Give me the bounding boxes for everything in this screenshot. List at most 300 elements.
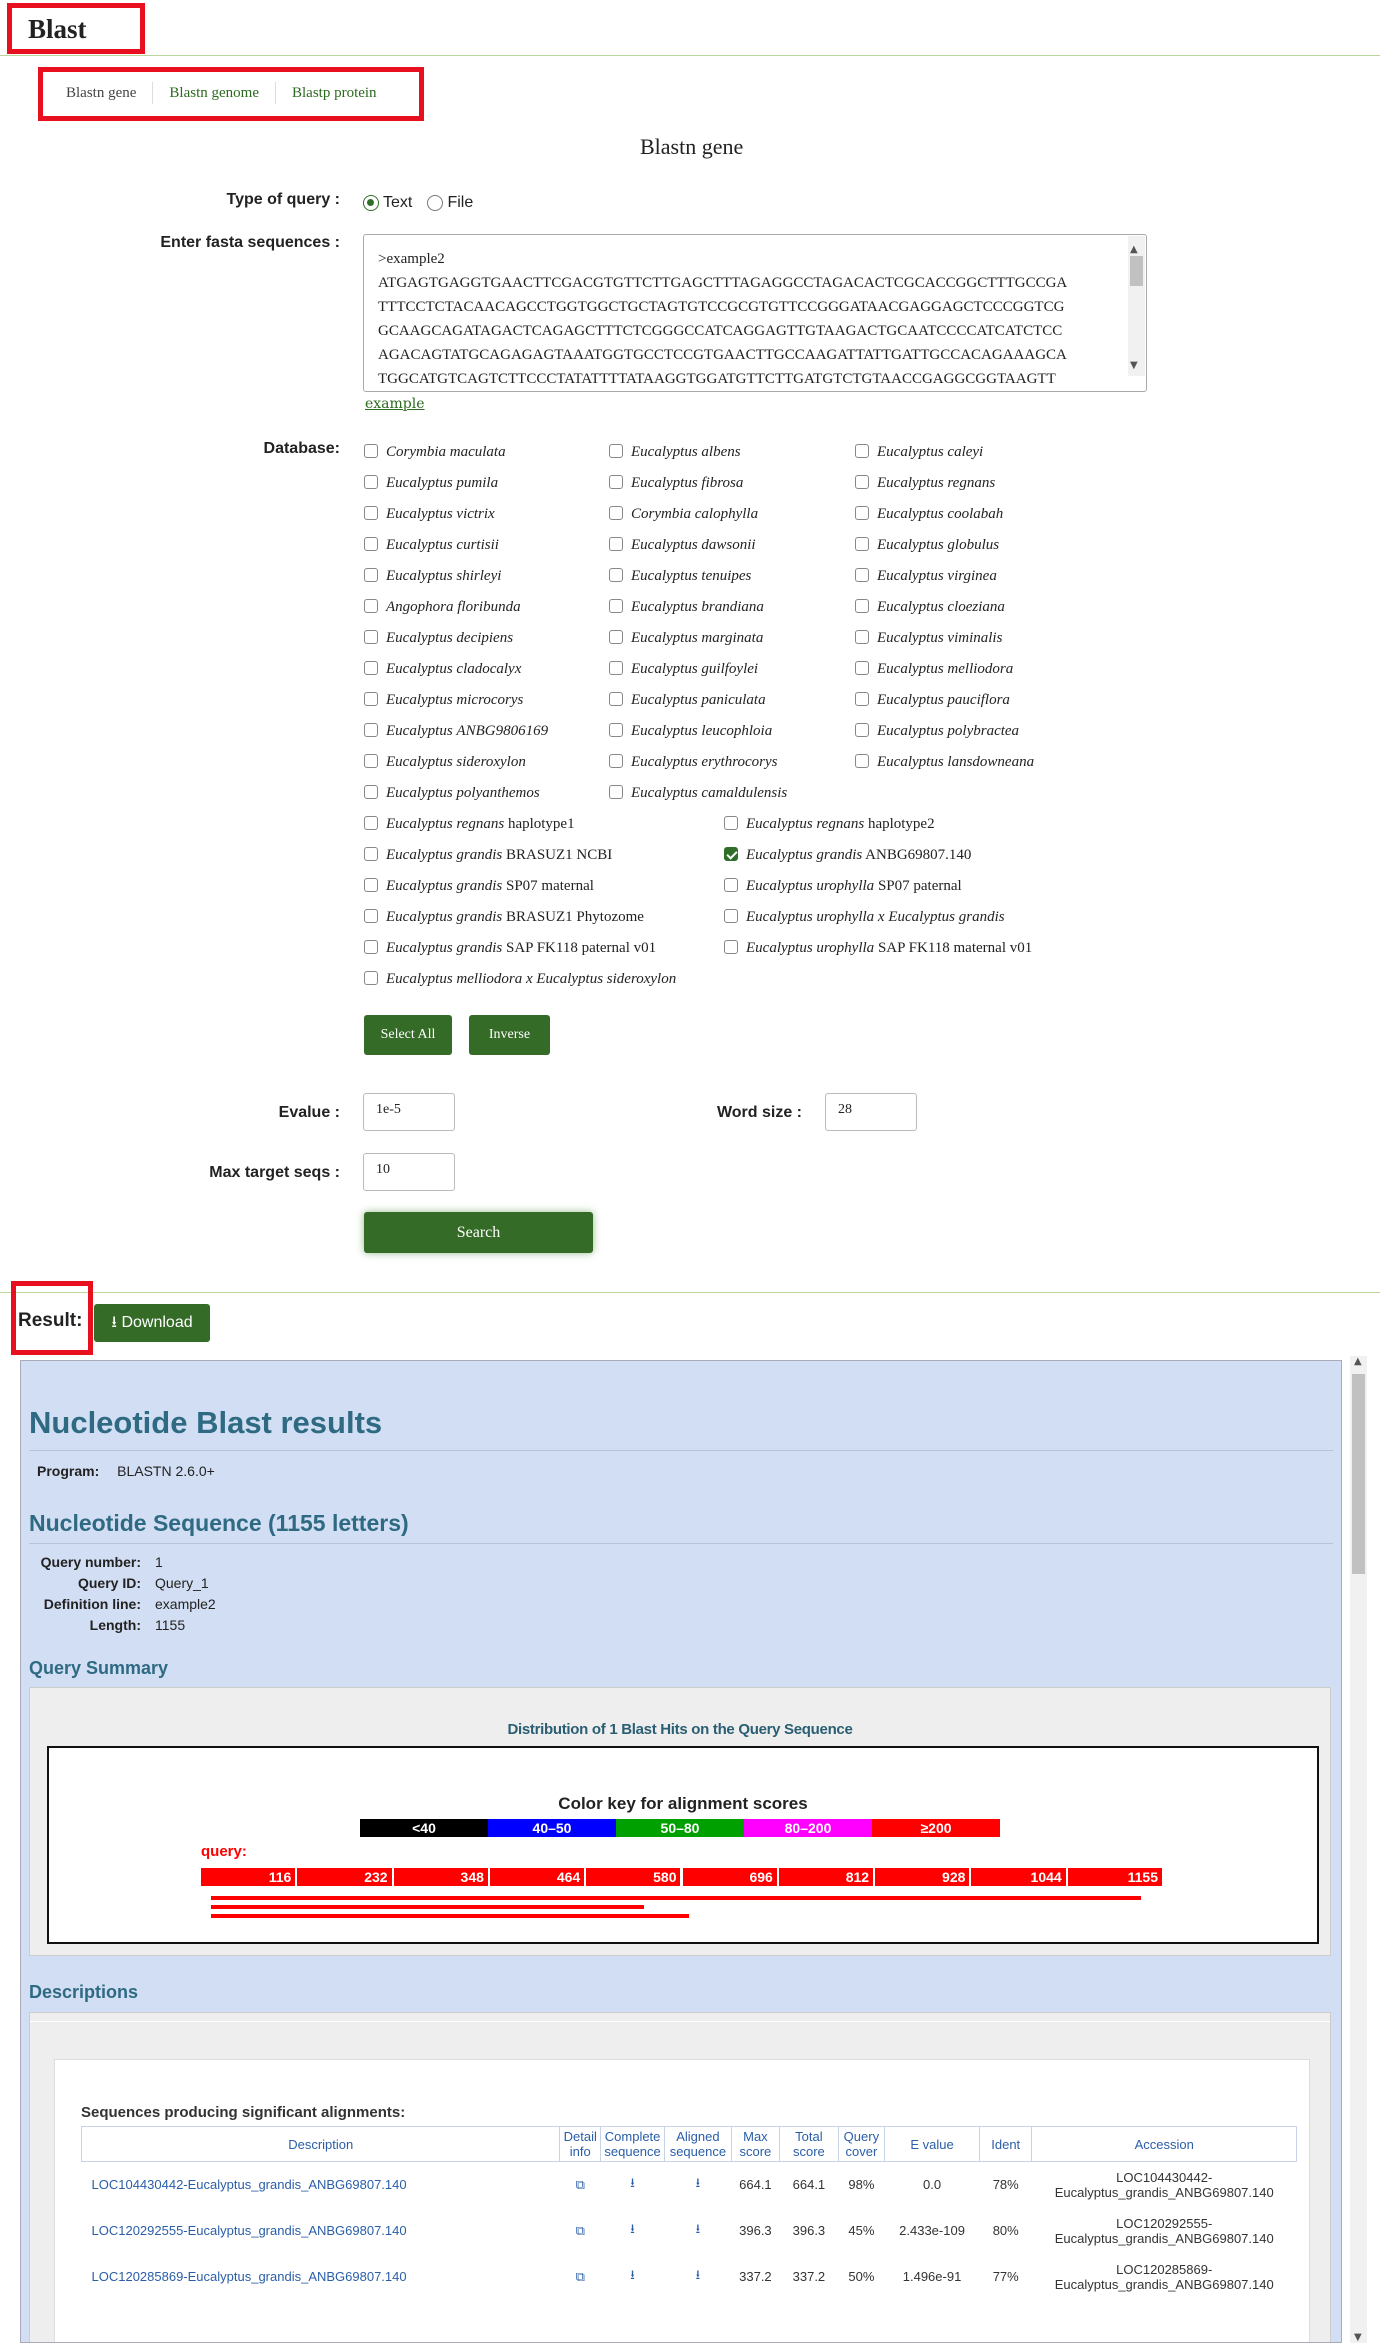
database-option[interactable]: [855, 630, 1002, 647]
database-option[interactable]: [855, 754, 1034, 771]
database-checkbox[interactable]: [364, 754, 378, 768]
database-checkbox[interactable]: [364, 506, 378, 520]
database-species: dawsonii: [701, 537, 756, 553]
scroll-down-icon[interactable]: ▼: [1354, 2332, 1362, 2343]
database-species: brandiana: [701, 599, 764, 615]
database-option[interactable]: [364, 847, 612, 864]
database-name: Eucalyptus: [877, 723, 944, 739]
query-info-value: 1155: [155, 1617, 186, 1633]
table-row: [82, 2254, 1297, 2300]
fasta-textarea[interactable]: [363, 234, 1147, 392]
query-type-radios: [363, 192, 473, 212]
radio-text-button[interactable]: [363, 195, 379, 211]
database-name: Eucalyptus: [877, 537, 944, 553]
download-icon[interactable]: ⭳: [630, 2221, 635, 2237]
query-label: query:: [201, 1843, 247, 1860]
query-info-value: Query_1: [155, 1575, 209, 1591]
database-name: Eucalyptus grandis: [386, 909, 503, 925]
database-species: caleyi: [947, 444, 984, 460]
total-score: 337.2: [792, 2269, 826, 2284]
database-checkbox[interactable]: [364, 661, 378, 675]
scroll-up-icon[interactable]: ▲: [1130, 244, 1138, 255]
query-cover: 45%: [848, 2223, 875, 2238]
total-score: 396.3: [792, 2223, 826, 2238]
hit-description-link[interactable]: LOC120292555-Eucalyptus_grandis_ANBG69807.140: [91, 2223, 407, 2238]
database-name: Corymbia: [631, 506, 691, 522]
database-checkbox[interactable]: [364, 816, 378, 830]
database-checkbox[interactable]: [364, 599, 378, 613]
download-icon[interactable]: ⭳: [695, 2175, 701, 2191]
database-checkbox[interactable]: [855, 661, 869, 675]
database-option[interactable]: [364, 754, 526, 771]
table-header: Accession: [1032, 2127, 1297, 2162]
database-checkbox[interactable]: [609, 444, 623, 458]
database-name: Eucalyptus: [877, 661, 944, 677]
database-species: ANBG9806169: [456, 723, 549, 739]
database-checkbox[interactable]: [364, 971, 378, 985]
table-header: Query cover: [838, 2127, 884, 2162]
database-species: microcorys: [456, 692, 524, 708]
database-name: Angophora: [386, 599, 454, 615]
database-option[interactable]: [855, 444, 983, 461]
query-info-key: Definition line:: [43, 1596, 141, 1612]
database-checkbox[interactable]: [724, 816, 738, 830]
accession-id: LOC120285869-: [1116, 2261, 1213, 2277]
database-name: Eucalyptus: [631, 785, 698, 801]
accession: [1032, 2254, 1297, 2300]
scroll-down-icon[interactable]: ▼: [1130, 360, 1138, 371]
database-option[interactable]: [609, 475, 743, 492]
database-checkbox[interactable]: [364, 537, 378, 551]
fasta-line: >example2: [378, 251, 445, 267]
database-option[interactable]: [364, 444, 506, 461]
accession-db: Eucalyptus_grandis_ANBG69807.140: [1054, 2276, 1274, 2292]
fasta-label: Enter fasta sequences :: [160, 234, 340, 251]
table-header: E value: [885, 2127, 980, 2162]
database-name: Eucalyptus: [631, 692, 698, 708]
divider: [0, 55, 1380, 56]
database-species: camaldulensis: [701, 785, 788, 801]
database-option[interactable]: [364, 878, 594, 895]
accession-db: Eucalyptus_grandis_ANBG69807.140: [1054, 2230, 1274, 2246]
database-species: maculata: [449, 444, 506, 460]
database-option[interactable]: [724, 940, 1032, 957]
database-option[interactable]: [364, 599, 521, 616]
database-checkbox[interactable]: [855, 444, 869, 458]
database-checkbox[interactable]: [855, 475, 869, 489]
textarea-scrollbar[interactable]: [1128, 236, 1145, 376]
ruler-tick: 812: [779, 1868, 873, 1886]
max-score: 396.3: [739, 2223, 772, 2238]
database-checkbox[interactable]: [364, 940, 378, 954]
database-option[interactable]: [364, 940, 656, 957]
database-option[interactable]: [855, 537, 999, 554]
database-name: Eucalyptus: [631, 754, 698, 770]
color-key-segment: 50–80: [616, 1819, 744, 1837]
database-option[interactable]: [609, 630, 763, 647]
query-info-row: [21, 1596, 216, 1612]
database-name: Eucalyptus: [386, 630, 453, 646]
database-checkbox[interactable]: [724, 940, 738, 954]
database-checkbox[interactable]: [855, 630, 869, 644]
ident: 77%: [992, 2269, 1019, 2284]
database-option[interactable]: [609, 661, 758, 678]
color-key-segment: <40: [360, 1819, 488, 1837]
database-checkbox[interactable]: [609, 692, 623, 706]
result-label: Result:: [18, 1310, 83, 1331]
table-header: Max score: [731, 2127, 779, 2162]
database-species: fibrosa: [701, 475, 744, 491]
database-option[interactable]: [364, 537, 499, 554]
max-target-label: Max target seqs :: [209, 1164, 340, 1181]
database-species: decipiens: [456, 630, 514, 646]
descriptions-heading: Descriptions: [29, 1982, 139, 2002]
database-suffix: BRASUZ1 Phytozome: [502, 909, 644, 925]
database-option[interactable]: [364, 723, 548, 740]
database-option[interactable]: [855, 506, 1003, 523]
database-checkbox[interactable]: [364, 444, 378, 458]
database-species: floribunda: [457, 599, 521, 615]
database-checkbox[interactable]: [364, 909, 378, 923]
database-name: Eucalyptus: [631, 630, 698, 646]
database-suffix: ANBG69807.140: [862, 847, 972, 863]
database-option[interactable]: [364, 692, 523, 709]
database-species: cladocalyx: [456, 661, 522, 677]
database-name: Eucalyptus: [877, 475, 944, 491]
table-title: Sequences producing significant alignments:: [81, 2104, 406, 2121]
word-size-input[interactable]: 28: [825, 1093, 917, 1131]
external-link-icon[interactable]: ⧉: [575, 2223, 585, 2239]
max-score: 337.2: [739, 2269, 772, 2284]
accession: [1032, 2162, 1297, 2208]
database-checkbox[interactable]: [609, 568, 623, 582]
database-checkbox[interactable]: [855, 723, 869, 737]
distribution-title: Distribution of 1 Blast Hits on the Query Sequence: [507, 1721, 853, 1738]
database-name: Eucalyptus: [386, 785, 453, 801]
database-species: tenuipes: [701, 568, 752, 584]
database-species: pauciflora: [947, 692, 1010, 708]
database-option[interactable]: [724, 816, 935, 833]
database-species: guilfoylei: [701, 661, 759, 677]
download-icon[interactable]: ⭳: [695, 2267, 701, 2283]
database-checkbox[interactable]: [364, 723, 378, 737]
database-checkbox[interactable]: [364, 568, 378, 582]
radio-text-label: Text: [383, 193, 413, 211]
table-header: Ident: [979, 2127, 1031, 2162]
database-name: Eucalyptus: [631, 661, 698, 677]
database-species: sideroxylon: [456, 754, 526, 770]
database-name: Eucalyptus: [386, 754, 453, 770]
tab-blastn-gene[interactable]: Blastn gene: [50, 82, 153, 104]
table-header: Detail info: [560, 2127, 601, 2162]
color-key-title: Color key for alignment scores: [558, 1794, 808, 1813]
database-checkbox[interactable]: [364, 630, 378, 644]
ruler-tick: 696: [683, 1868, 777, 1886]
database-species: erythrocorys: [701, 754, 778, 770]
evalue-input[interactable]: 1e-5: [363, 1093, 455, 1131]
database-option[interactable]: [364, 971, 676, 988]
database-option[interactable]: [609, 785, 787, 802]
database-species: marginata: [701, 630, 764, 646]
hit-description-link[interactable]: LOC120285869-Eucalyptus_grandis_ANBG69807.140: [91, 2269, 407, 2284]
database-name: Eucalyptus: [386, 537, 453, 553]
database-name: Eucalyptus melliodora x Eucalyptus sideroxylon: [386, 971, 677, 987]
database-species: viminalis: [947, 630, 1003, 646]
database-name: Eucalyptus: [877, 444, 944, 460]
database-option[interactable]: [364, 785, 540, 802]
query-summary-box: [29, 1687, 1331, 1956]
database-species: leucophloia: [701, 723, 773, 739]
alignments-table: [81, 2126, 1297, 2300]
database-option[interactable]: [364, 506, 495, 523]
database-option[interactable]: [364, 568, 501, 585]
database-option[interactable]: [724, 847, 971, 864]
radio-text[interactable]: [363, 192, 412, 211]
database-species: paniculata: [701, 692, 766, 708]
database-name: Eucalyptus: [877, 692, 944, 708]
table-body: [82, 2162, 1297, 2300]
query-info-row: [21, 1617, 185, 1633]
database-checkbox[interactable]: [609, 785, 623, 799]
scrollbar-thumb[interactable]: [1352, 1374, 1365, 1574]
query-info-key: Query number:: [40, 1554, 141, 1570]
database-suffix: haplotype1: [504, 816, 575, 832]
query-info-key: Query ID:: [77, 1575, 141, 1591]
tab-blastp-protein[interactable]: Blastp protein: [291, 85, 377, 101]
divider: [29, 1543, 1333, 1544]
database-option[interactable]: [855, 723, 1019, 740]
database-checkbox[interactable]: [609, 599, 623, 613]
ruler-tick: 464: [490, 1868, 584, 1886]
database-species: virginea: [947, 568, 997, 584]
fasta-line: GCAAGCAGATAGACTCAGAGCTTTCTCGGGCCATCAGGAGTTGTAAGACTGCAATCCCCATCATCTCC: [378, 323, 1063, 339]
color-key-segment: 40–50: [488, 1819, 616, 1837]
tab-bar: [50, 82, 393, 106]
database-name: Eucalyptus grandis: [746, 847, 863, 863]
download-icon[interactable]: ⭳: [630, 2267, 635, 2283]
database-name: Eucalyptus: [386, 475, 453, 491]
database-checkbox[interactable]: [364, 475, 378, 489]
database-option[interactable]: [364, 661, 521, 678]
search-button[interactable]: Search: [364, 1212, 593, 1253]
database-name: Eucalyptus: [386, 723, 453, 739]
database-name: Eucalyptus regnans: [746, 816, 865, 832]
database-checkbox[interactable]: [609, 475, 623, 489]
blast-results-panel[interactable]: [20, 1360, 1342, 2343]
database-option[interactable]: [364, 630, 513, 647]
database-checkbox[interactable]: [855, 754, 869, 768]
database-checkbox[interactable]: [724, 847, 738, 861]
database-species: shirleyi: [456, 568, 502, 584]
download-icon: ⭳: [111, 1314, 117, 1331]
database-species: lansdowneana: [947, 754, 1035, 770]
database-name: Eucalyptus grandis: [386, 847, 503, 863]
query-info-value: 1: [155, 1554, 163, 1570]
database-checkbox[interactable]: [609, 661, 623, 675]
word-size-label: Word size :: [716, 1104, 802, 1121]
database-option[interactable]: [364, 816, 575, 833]
database-species: victrix: [456, 506, 495, 522]
hit-bar[interactable]: [211, 1896, 1141, 1900]
database-checkbox[interactable]: [609, 754, 623, 768]
hit-description-link[interactable]: LOC104430442-Eucalyptus_grandis_ANBG69807.140: [91, 2177, 407, 2193]
hit-bar[interactable]: [211, 1914, 689, 1918]
database-checkbox[interactable]: [855, 506, 869, 520]
database-checkbox[interactable]: [855, 537, 869, 551]
accession: [1032, 2208, 1297, 2254]
program-row: [37, 1463, 215, 1479]
database-name: Eucalyptus: [631, 475, 698, 491]
max-score: 664.1: [739, 2177, 772, 2193]
accession-id: LOC104430442-: [1116, 2169, 1213, 2185]
download-button[interactable]: [94, 1304, 210, 1342]
download-label: Download: [121, 1314, 193, 1331]
database-name: Eucalyptus urophylla x Eucalyptus grandis: [746, 909, 1005, 925]
descriptions-box: [29, 2012, 1331, 2343]
descriptions-inner: [54, 2059, 1310, 2343]
database-species: polybractea: [947, 723, 1020, 739]
e-value: 0.0: [922, 2177, 942, 2193]
query-info-value: example2: [155, 1596, 216, 1612]
database-option[interactable]: [609, 568, 751, 585]
database-option[interactable]: [855, 692, 1010, 709]
database-option[interactable]: [855, 568, 997, 585]
database-name: Eucalyptus: [631, 599, 698, 615]
max-target-input[interactable]: 10: [363, 1153, 455, 1191]
database-name: Eucalyptus regnans: [386, 816, 505, 832]
total-score: 664.1: [792, 2177, 826, 2193]
ident: 80%: [992, 2223, 1019, 2238]
database-checkbox[interactable]: [724, 878, 738, 892]
example-link[interactable]: example: [365, 396, 425, 412]
database-species: albens: [701, 444, 741, 460]
e-value: 2.433e-109: [899, 2223, 965, 2238]
results-scrollbar[interactable]: [1350, 1356, 1367, 2343]
database-option[interactable]: [609, 537, 756, 554]
hit-graphic: [47, 1746, 1319, 1944]
tab-blastn-genome[interactable]: Blastn genome: [153, 82, 276, 104]
inverse-button[interactable]: Inverse: [469, 1015, 550, 1055]
download-icon[interactable]: ⭳: [630, 2175, 635, 2191]
program-value: BLASTN 2.6.0+: [117, 1463, 215, 1479]
download-icon[interactable]: ⭳: [695, 2221, 701, 2237]
database-suffix: SAP FK118 paternal v01: [502, 940, 657, 956]
database-name: Eucalyptus: [386, 661, 453, 677]
database-checkbox[interactable]: [609, 506, 623, 520]
database-suffix: BRASUZ1 NCBI: [502, 847, 613, 863]
ruler-tick: 1044: [971, 1868, 1065, 1886]
database-checkbox[interactable]: [855, 692, 869, 706]
ident: 78%: [992, 2177, 1019, 2193]
database-option[interactable]: [855, 475, 995, 492]
database-species: melliodora: [947, 661, 1014, 677]
database-option[interactable]: [609, 754, 778, 771]
database-species: globulus: [947, 537, 1000, 553]
query-cover: 50%: [848, 2269, 875, 2284]
accession-db: Eucalyptus_grandis_ANBG69807.140: [1054, 2184, 1274, 2200]
database-species: calophylla: [694, 506, 759, 522]
database-checkbox[interactable]: [364, 692, 378, 706]
database-name: Eucalyptus: [877, 754, 944, 770]
database-option[interactable]: [609, 723, 772, 740]
database-checkbox[interactable]: [609, 630, 623, 644]
database-checkbox[interactable]: [364, 847, 378, 861]
database-suffix: SAP FK118 maternal v01: [874, 940, 1033, 956]
database-name: Eucalyptus urophylla: [746, 940, 875, 956]
evalue-label: Evalue :: [278, 1104, 340, 1121]
scrollbar-thumb[interactable]: [1130, 256, 1143, 286]
database-option[interactable]: [609, 599, 764, 616]
database-option[interactable]: [609, 506, 758, 523]
database-option[interactable]: [364, 909, 644, 926]
query-summary-heading: Query Summary: [29, 1658, 169, 1678]
radio-file[interactable]: [427, 192, 473, 211]
database-species: regnans: [947, 475, 996, 491]
database-suffix: SP07 maternal: [502, 878, 594, 894]
database-checkbox[interactable]: [609, 537, 623, 551]
scroll-up-icon[interactable]: ▲: [1354, 1356, 1362, 1367]
database-name: Eucalyptus urophylla: [746, 878, 875, 894]
table-header-row: [82, 2127, 1297, 2162]
database-suffix: haplotype2: [864, 816, 935, 832]
ruler-tick: 232: [297, 1868, 391, 1886]
e-value: 1.496e-91: [902, 2269, 962, 2284]
fasta-line: ATGAGTGAGGTGAACTTCGACGTGTTCTTGAGCTTTAGAGGCCTAGACACTCGCACCGGCTTTGCCGA: [378, 275, 1068, 291]
database-checkbox[interactable]: [724, 909, 738, 923]
radio-file-button[interactable]: [427, 195, 443, 211]
divider: [29, 1450, 1333, 1451]
external-link-icon[interactable]: ⧉: [575, 2269, 585, 2285]
ruler-tick: 116: [201, 1868, 295, 1886]
page-title: Blast: [28, 14, 87, 44]
table-row: [82, 2162, 1297, 2208]
database-option[interactable]: [724, 909, 1005, 926]
select-all-button[interactable]: Select All: [364, 1015, 452, 1055]
database-species: cloeziana: [947, 599, 1005, 615]
database-name: Eucalyptus: [877, 630, 944, 646]
table-header: Aligned sequence: [665, 2127, 732, 2162]
database-checkbox[interactable]: [855, 568, 869, 582]
database-option[interactable]: [609, 692, 766, 709]
database-species: coolabah: [947, 506, 1004, 522]
external-link-icon[interactable]: ⧉: [575, 2177, 585, 2193]
database-checkbox[interactable]: [609, 723, 623, 737]
fasta-line: AGACAGTATGCAGAGAGTAAATGGTGCCTCCGTGAACTTGCCAAGATTATTGATTGCCACAGAAAGCA: [378, 347, 1067, 363]
database-species: pumila: [456, 475, 499, 491]
hit-bar[interactable]: [211, 1905, 644, 1909]
table-row: [82, 2208, 1297, 2254]
database-option[interactable]: [855, 661, 1013, 678]
database-label: Database:: [263, 440, 340, 457]
database-checkbox[interactable]: [855, 599, 869, 613]
database-name: Eucalyptus: [631, 723, 698, 739]
database-option[interactable]: [609, 444, 741, 461]
database-option[interactable]: [724, 878, 962, 895]
color-key-segment: 80–200: [744, 1819, 872, 1837]
database-name: Eucalyptus: [386, 692, 453, 708]
query-info-key: Length:: [89, 1617, 141, 1633]
type-of-query-label: Type of query :: [226, 191, 340, 208]
database-name: Eucalyptus: [631, 568, 698, 584]
database-option[interactable]: [855, 599, 1005, 616]
fasta-line: TGGCATGTCAGTCTTCCCTATATTTTATAAGGTGGATGTTCTTGATGTCTGTAACCGAGGCGGTAAGTT: [378, 371, 1056, 387]
database-checkbox[interactable]: [364, 785, 378, 799]
query-cover: 98%: [848, 2177, 875, 2193]
database-checkbox[interactable]: [364, 878, 378, 892]
query-info-row: [21, 1554, 163, 1570]
table-header: Description: [82, 2127, 560, 2162]
database-option[interactable]: [364, 475, 498, 492]
